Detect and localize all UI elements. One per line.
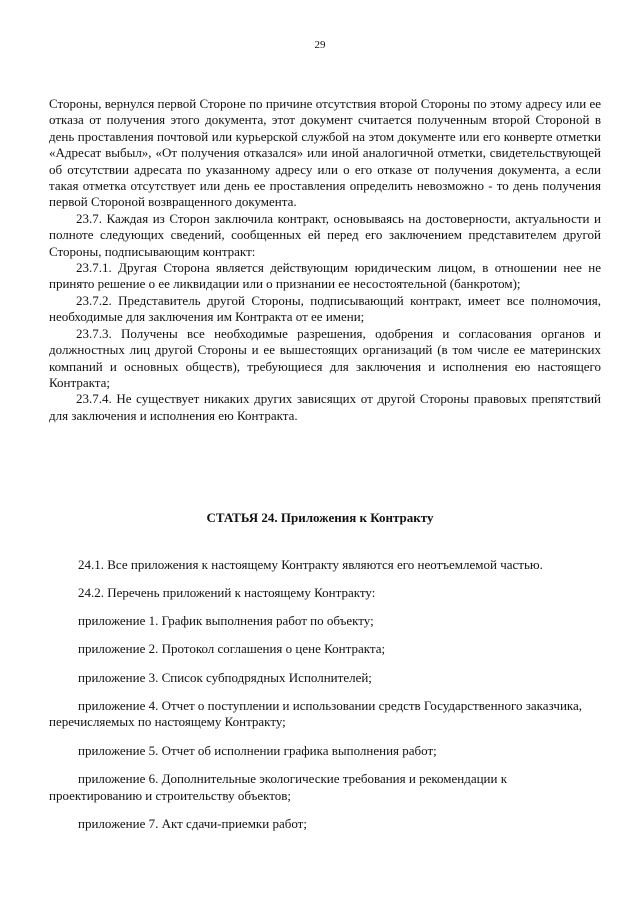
annex-section: [49, 557, 601, 844]
contract-section-23-text: [49, 96, 601, 424]
article-24-heading: СТАТЬЯ 24. Приложения к Контракту: [206, 510, 434, 525]
paragraph-23-7-1: 23.7.1. Другая Сторона является действующим юридическим лицом, в отношении нее не принято решение о ее ликвидации или о признании ее несостоятельной (банкротом);: [49, 260, 601, 292]
annex-item-7: приложение 7. Акт сдачи-приемки работ;: [78, 816, 307, 832]
annex-item-6: приложение 6. Дополнительные экологические требования и рекомендации к проектированию и строительству объектов;: [49, 771, 508, 803]
paragraph-23-7-3: 23.7.3. Получены все необходимые разрешения, одобрения и согласования органов и должностных лиц другой Стороны и ее вышестоящих организаций (в том числе ее материнских компаний и основных обществ), требующиеся для заключения и исполнения ею настоящего Контракта;: [49, 325, 601, 390]
paragraph-24-1: 24.1. Все приложения к настоящему Контракту являются его неотъемлемой частью.: [78, 557, 543, 572]
annex-item-2: приложение 2. Протокол соглашения о цене Контракта;: [78, 641, 386, 657]
annex-item-4: приложение 4. Отчет о поступлении и использовании средств Государственного заказчика, перечисляемых по настоящему Контракту;: [49, 698, 583, 730]
page-number: 29: [314, 39, 326, 51]
annex-item-3: приложение 3. Список субподрядных Исполнителей;: [78, 669, 372, 685]
annex-item-5: приложение 5. Отчет об исполнении графика выполнения работ;: [78, 742, 437, 758]
paragraph-24-2: 24.2. Перечень приложений к настоящему Контракту:: [78, 584, 376, 600]
paragraph-23-7-4: 23.7.4. Не существует никаких других зависящих от другой Стороны правовых препятствий для заключения и исполнения ею Контракта.: [49, 391, 601, 423]
annex-item-1: приложение 1. График выполнения работ по объекту;: [78, 612, 374, 628]
paragraph-continuation: Стороны, вернулся первой Стороне по причине отсутствия второй Стороны по этому адресу или ее отказа от получения этого документа, этот документ считается полученным второй Стороной в день проставления почтовой или курьерской службой на этом документе или его конверте отметки «Адресат выбыл», «От получения отказался» или иной аналогичной отметки, свидетельствующей об отсутствии адресата по указанному адресу или о его отказе от получения документа, а если такая отметка отсутствует или день ее проставления определить невозможно - то день получения первой Стороной возвращенного документа.: [49, 96, 601, 210]
paragraph-23-7: 23.7. Каждая из Сторон заключила контракт, основываясь на достоверности, актуальности и полноте следующих сведений, сообщенных ей перед его заключением представителем другой Стороны, подписывающим контракт:: [49, 210, 601, 259]
paragraph-23-7-2: 23.7.2. Представитель другой Стороны, подписывающий контракт, имеет все полномочия, необходимые для заключения им Контракта от ее имени;: [49, 292, 601, 325]
